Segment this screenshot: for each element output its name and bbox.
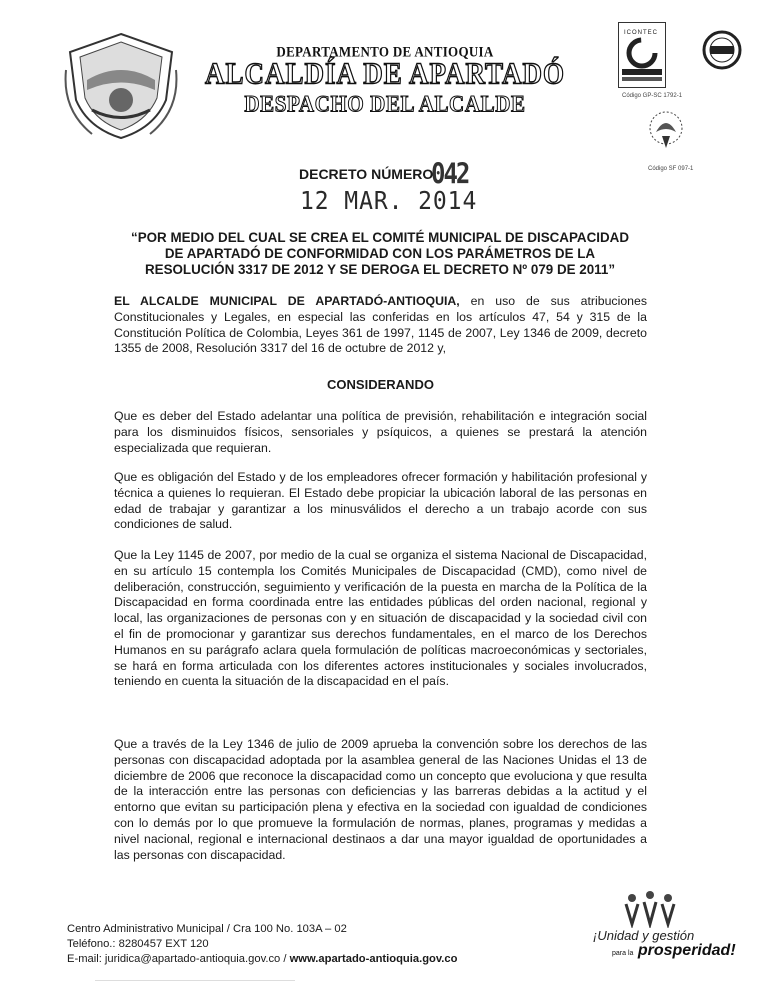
intro-mayor: EL ALCALDE MUNICIPAL DE APARTADÓ-ANTIOQUIA, (114, 294, 460, 308)
body-paragraph: Que es deber del Estado adelantar una política de previsión, rehabilitación e integración social para los disminuidos físicos, sensoriales y psíquicos, a quienes se prestará la atención especializada que requieran. (114, 409, 647, 455)
eagle-seal-icon (648, 110, 684, 156)
body-paragraph: Que la Ley 1145 de 2007, por medio de la cual se organiza el sistema Nacional de Discapacidad, en su artículo 15 contempla los Comités Municipales de Discapacidad (CMD), como nivel de deliberación, construcción, seguimiento y verificación de la puesta en marcha de la Política de la Discapacidad en forma coordinada entre las entidades públicas del orden nacional, regional y local, las organizaciones de personas con y en situación de discapacidad y la sociedad civil con el fin de promocionar y garantizar sus derechos fundamentales, en el marco de los Derechos Humanos en su parágrafo aclara quela formulación de políticas macroeconómicas y sectoriales, se hará en forma articulada con los diferentes actores institucionales y sociales involucrados, teniendo en cuenta la situación de la discapacidad en el país. (114, 548, 647, 689)
header-despacho: DESPACHO DEL ALCALDE (244, 90, 526, 118)
body-paragraph: Que es obligación del Estado y de los empleadores ofrecer formación y habilitación profesional y técnica a quienes lo requieran. El Estado debe propiciar la ubicación laboral de las personas en edad de trabajar y garantizar a los minusválidos el derecho a un trabajo acorde con sus condiciones de salud. (114, 470, 647, 532)
decree-title-line: “POR MEDIO DEL CUAL SE CREA EL COMITÉ MUNICIPAL DE DISCAPACIDAD (131, 230, 629, 245)
prosperity-figures-logo (610, 890, 690, 928)
header-alcaldia: ALCALDÍA DE APARTADÓ (204, 55, 566, 91)
slogan-line-2 (612, 942, 736, 960)
seal-code: Código SF 097-1 (648, 166, 694, 172)
slogan-para: para la (612, 950, 634, 957)
slogan-line-1: ¡Unidad y gestión (593, 928, 695, 943)
body-paragraph: Que a través de la Ley 1346 de julio de 2009 aprueba la convención sobre los derechos de las personas con discapacidad adoptada por la asamblea general de las Naciones Unidas el 13 de diciembre de 2006 que reconoce la discapacidad como un concepto que evoluciona y que resulta de la interacción entre las personas con deficiencias y las barreras debidas a la actitud y el entorno que evitan su participación plena y efectiva en la sociedad con igualdad de condiciones con lo demás por lo que promueve la formulación de normas, planes, programas y medidas a nivel nacional, regional e internacional destinaos a dar una mayor igualdad de oportunidades a las personas con discapacidad. (114, 737, 647, 862)
header-department: DEPARTAMENTO DE ANTIOQUIA (276, 42, 494, 61)
considerando-heading: CONSIDERANDO (327, 377, 434, 392)
footer-address: Centro Administrativo Municipal / Cra 100 No. 103A – 02 (67, 923, 347, 935)
footer-divider (95, 980, 295, 981)
intro-paragraph (114, 294, 647, 357)
decree-number: 042 (431, 157, 469, 191)
footer-website[interactable]: www.apartado-antioquia.gov.co (289, 953, 458, 965)
footer-phone: Teléfono.: 8280457 EXT 120 (67, 938, 209, 950)
slogan-prosperidad: prosperidad! (637, 942, 736, 959)
iqnet-certification-logo (702, 30, 742, 70)
decree-title-line: RESOLUCIÓN 3317 DE 2012 Y SE DEROGA EL DECRETO Nº 079 DE 2011” (144, 262, 616, 277)
decree-title-line: DE APARTADÓ DE CONFORMIDAD CON LOS PARÁMETROS DE LA (164, 246, 596, 261)
icontec-label: ICONTEC (624, 30, 658, 36)
decree-date-stamp: 12 MAR. 2014 (300, 186, 478, 215)
footer-email: E-mail: juridica@apartado-antioquia.gov.co / (67, 953, 290, 965)
footer-contact (67, 952, 457, 967)
decree-label: DECRETO NÚMERO (299, 166, 434, 182)
municipal-crest-logo (62, 30, 180, 142)
intro-text: en uso de sus atribuciones Constitucionales y Legales, en especial las conferidas en los artículos 47, 54 y 315 de la Constitución Política de Colombia, Leyes 361 de 1997, 1145 de 2007, Ley 1346 de 2009, decreto 1355 de 2008, Resolución 3317 del 16 de octubre de 2012 y, (114, 294, 647, 356)
certification-code: Código GP-SC 1792-1 (622, 93, 683, 99)
decree-title (100, 230, 660, 278)
